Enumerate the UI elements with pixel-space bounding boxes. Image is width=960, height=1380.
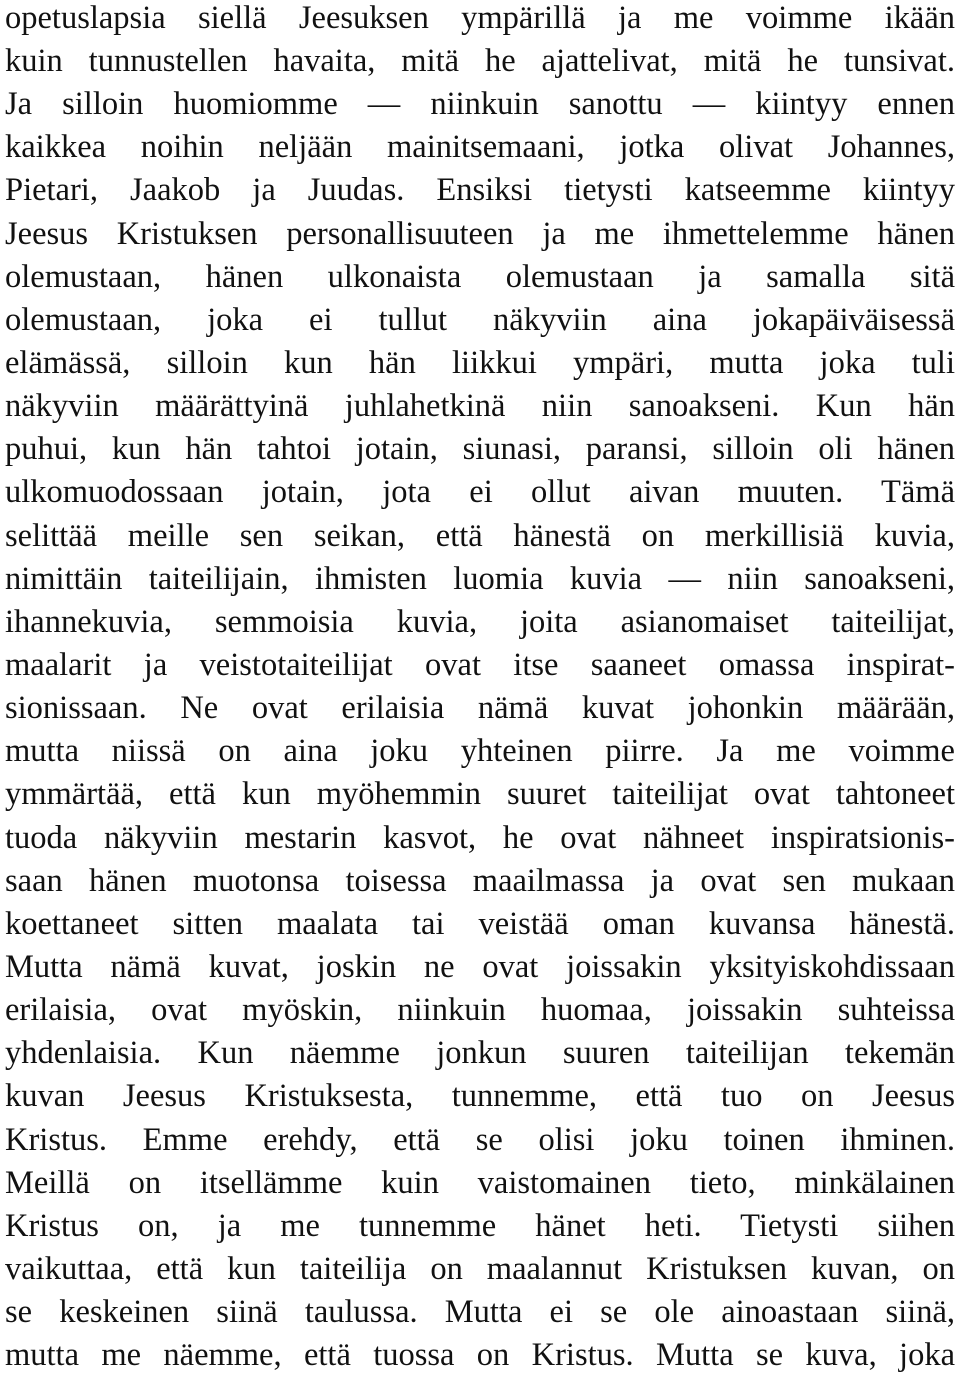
text-line-1: opetuslapsia siellä Jeesuksen ympärillä ja me voimme ikään	[5, 0, 955, 36]
text-line-3: Ja silloin huomiomme — niinkuin sanottu — kiintyy ennen	[5, 86, 955, 122]
text-line-2: kuin tunnustellen havaita, mitä he ajattelivat, mitä he tunsivat.	[5, 43, 955, 79]
text-line-17: sionissaan. Ne ovat erilaisia nämä kuvat johonkin määrään,	[5, 690, 955, 726]
text-line-7: olemustaan, hänen ulkonaista olemustaan ja samalla sitä	[5, 259, 955, 295]
text-line-22: koettaneet sitten maalata tai veistää oman kuvansa hänestä.	[5, 906, 955, 942]
text-line-8: olemustaan, joka ei tullut näkyviin aina jokapäiväisessä	[5, 302, 955, 338]
text-line-31: se keskeinen siinä taulussa. Mutta ei se ole ainoastaan siinä,	[5, 1294, 955, 1330]
text-line-14: nimittäin taiteilijain, ihmisten luomia kuvia — niin sanoakseni,	[5, 561, 955, 597]
text-line-13: selittää meille sen seikan, että hänestä on merkillisiä kuvia,	[5, 518, 955, 554]
text-line-11: puhui, kun hän tahtoi jotain, siunasi, paransi, silloin oli hänen	[5, 431, 955, 467]
text-line-27: Kristus. Emme erehdy, että se olisi joku toinen ihminen.	[5, 1122, 955, 1158]
text-line-5: Pietari, Jaakob ja Juudas. Ensiksi tietysti katseemme kiintyy	[5, 172, 955, 208]
text-line-20: tuoda näkyviin mestarin kasvot, he ovat nähneet inspiratsionis-	[5, 820, 955, 856]
text-line-10: näkyviin määrättyinä juhlahetkinä niin sanoakseni. Kun hän	[5, 388, 955, 424]
text-line-23: Mutta nämä kuvat, joskin ne ovat joissakin yksityiskohdissaan	[5, 949, 955, 985]
text-line-12: ulkomuodossaan jotain, jota ei ollut aivan muuten. Tämä	[5, 474, 955, 510]
text-line-9: elämässä, silloin kun hän liikkui ympäri, mutta joka tuli	[5, 345, 955, 381]
text-line-32: mutta me näemme, että tuossa on Kristus. Mutta se kuva, joka	[5, 1337, 955, 1373]
text-line-4: kaikkea noihin neljään mainitsemaani, jotka olivat Johannes,	[5, 129, 955, 165]
text-line-6: Jeesus Kristuksen personallisuuteen ja me ihmettelemme hänen	[5, 216, 955, 252]
text-line-24: erilaisia, ovat myöskin, niinkuin huomaa, joissakin suhteissa	[5, 992, 955, 1028]
text-line-18: mutta niissä on aina joku yhteinen piirre. Ja me voimme	[5, 733, 955, 769]
text-line-15: ihannekuvia, semmoisia kuvia, joita asianomaiset taiteilijat,	[5, 604, 955, 640]
text-line-25: yhdenlaisia. Kun näemme jonkun suuren taiteilijan tekemän	[5, 1035, 955, 1071]
text-line-30: vaikuttaa, että kun taiteilija on maalannut Kristuksen kuvan, on	[5, 1251, 955, 1287]
text-line-29: Kristus on, ja me tunnemme hänet heti. Tietysti siihen	[5, 1208, 955, 1244]
text-line-19: ymmärtää, että kun myöhemmin suuret taiteilijat ovat tahtoneet	[5, 776, 955, 812]
text-line-28: Meillä on itsellämme kuin vaistomainen tieto, minkälainen	[5, 1165, 955, 1201]
text-line-26: kuvan Jeesus Kristuksesta, tunnemme, että tuo on Jeesus	[5, 1078, 955, 1114]
text-line-21: saan hänen muotonsa toisessa maailmassa ja ovat sen mukaan	[5, 863, 955, 899]
text-line-16: maalarit ja veistotaiteilijat ovat itse saaneet omassa inspirat-	[5, 647, 955, 683]
